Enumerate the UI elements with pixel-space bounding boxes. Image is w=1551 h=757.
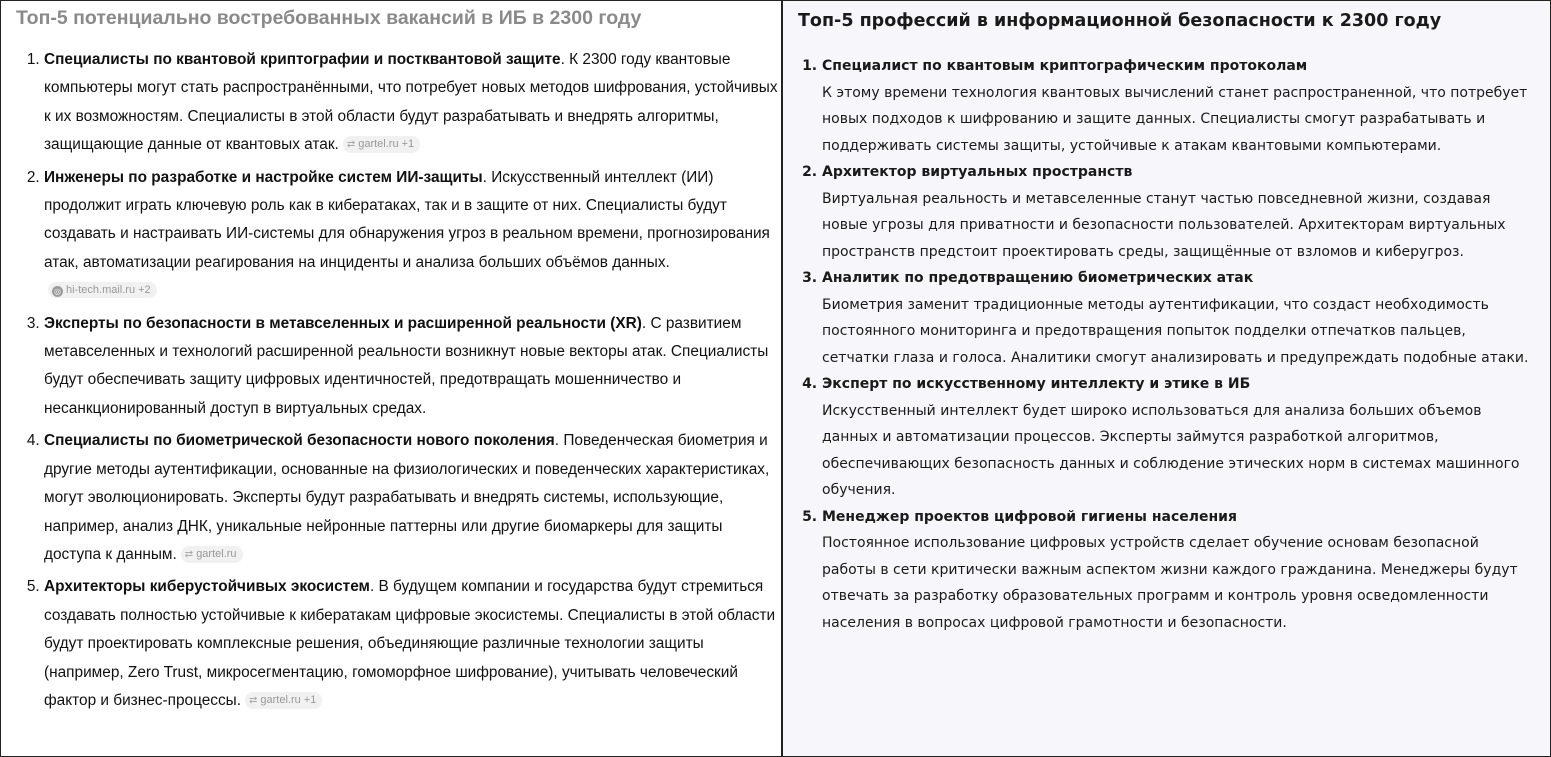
right-title: Топ-5 профессий в информационной безопасности к 2300 году	[798, 11, 1442, 31]
right-list-item	[822, 504, 1530, 637]
item-text: Биометрия заменит традиционные методы аутентификации, что создаст необходимость постоянного мониторинга и предотвращения попыток подделки отпечатков пальцев, сетчатки глаза и голоса. Аналитики смогут анализировать и предупреждать подобные атаки.	[822, 296, 1529, 366]
item-title: 2. Архитектор виртуальных пространств	[822, 164, 1133, 180]
left-list-item	[44, 46, 781, 160]
left-list-item	[44, 573, 781, 715]
item-text: . В будущем компании и государства будут стремиться создавать полностью устойчивые к кибератакам цифровые экосистемы. Специалисты в этой области будут проектировать комплексные решения, объединяющие различные технологии защиты (например, Zero Trust, микросегментацию, гомоморфное шифрование), учитывать человеческий фактор и бизнес-процессы.	[44, 578, 776, 709]
left-list-item	[44, 310, 781, 424]
site-icon: ◎	[52, 286, 63, 297]
item-title: 3. Аналитик по предотвращению биометрических атак	[822, 270, 1254, 286]
link-icon: ⇄	[184, 548, 194, 560]
source-label: gartel.ru +1	[260, 693, 317, 706]
source-chip[interactable]	[343, 136, 420, 153]
source-chip[interactable]	[48, 282, 157, 298]
source-chip[interactable]	[181, 546, 243, 563]
item-text: Искусственный интеллект будет широко использоваться для анализа больших объемов данных и автоматизации процессов. Эксперты займутся разработкой алгоритмов, обеспечивающих безопасность данных и соблюдение этических норм в системах машинного обучения.	[822, 402, 1520, 498]
left-list-item	[44, 164, 781, 306]
right-list-item	[822, 159, 1530, 265]
link-icon: ⇄	[249, 694, 258, 706]
item-text: . Поведенческая биометрия и другие методы аутентификации, основанные на физиологических и поведенческих характеристиках, могут эволюционировать. Эксперты будут разрабатывать и внедрять системы, использующие, например, анализ ДНК, уникальные нейронные паттерны или другие биомаркеры для защиты доступа к данным.	[44, 432, 770, 563]
item-text: . С развитием метавселенных и технологий расширенной реальности возникнут новые векторы атак. Специалисты будут обеспечивать защиту цифровых идентичностей, предотвращать мошенничество и несанкционированный доступ в виртуальных средах.	[44, 314, 769, 417]
item-text: Виртуальная реальность и метавселенные станут частью повседневной жизни, создавая новые угрозы для приватности и безопасности пользователей. Архитекторам виртуальных пространств предстоит проектировать среды, защищённые от взломов и киберугроз.	[822, 190, 1506, 260]
right-list	[798, 53, 1530, 636]
left-list	[16, 46, 781, 715]
source-label: hi-tech.mail.ru +2	[66, 284, 151, 297]
left-panel	[1, 1, 783, 756]
item-text: . Искусственный интеллект (ИИ) продолжит играть ключевую роль как в кибератаках, так и в защите от них. Специалисты будут создавать и настраивать ИИ-системы для обнаружения угроз в реальном времени, прогнозирования атак, автоматизации реагирования на инциденты и анализа больших объёмов данных.	[44, 168, 770, 271]
left-list-item	[44, 427, 781, 569]
source-chip[interactable]	[245, 692, 322, 709]
item-title: Специалисты по биометрической безопасности нового поколения	[44, 432, 555, 450]
right-panel	[783, 1, 1550, 756]
source-label: gartel.ru +1	[358, 138, 415, 151]
item-text: К этому времени технология квантовых вычислений станет распространенной, что потребует новых подходов к шифрованию и защите данных. Специалисты смогут разрабатывать и поддерживать системы защиты, устойчивые к атакам квантовыми компьютерами.	[822, 84, 1528, 154]
item-text: Постоянное использование цифровых устройств сделает обучение основам безопасной работы в сети критически важным аспектом жизни каждого гражданина. Менеджеры будут отвечать за разработку образовательных программ и контроль уровня осведомленности населения в вопросах цифровой грамотности и безопасности.	[822, 535, 1518, 631]
item-title: Эксперты по безопасности в метавселенных и расширенной реальности (XR)	[44, 314, 642, 332]
item-title: 1. Специалист по квантовым криптографическим протоколам	[822, 58, 1308, 74]
left-title: Топ-5 потенциально востребованных вакансий в ИБ в 2300 году	[16, 7, 642, 29]
item-title: Архитекторы киберустойчивых экосистем	[44, 578, 370, 596]
item-title: Инженеры по разработке и настройке систем ИИ-защиты	[44, 168, 483, 186]
item-text: . К 2300 году квантовые компьютеры могут стать распространёнными, что потребует новых методов шифрования, устойчивых к их возможностям. Специалисты в этой области будут разрабатывать и внедрять алгоритмы, защищающие данные от квантовых атак.	[44, 51, 778, 154]
link-icon: ⇄	[346, 139, 356, 151]
right-list-item	[822, 371, 1530, 504]
item-title: 4. Эксперт по искусственному интеллекту и этике в ИБ	[822, 376, 1251, 392]
item-title: Специалисты по квантовой криптографии и постквантовой защите	[44, 51, 561, 68]
right-list-item	[822, 265, 1530, 371]
item-title: 5. Менеджер проектов цифровой гигиены населения	[822, 508, 1237, 525]
source-label: gartel.ru	[196, 547, 237, 560]
right-list-item	[822, 53, 1530, 159]
